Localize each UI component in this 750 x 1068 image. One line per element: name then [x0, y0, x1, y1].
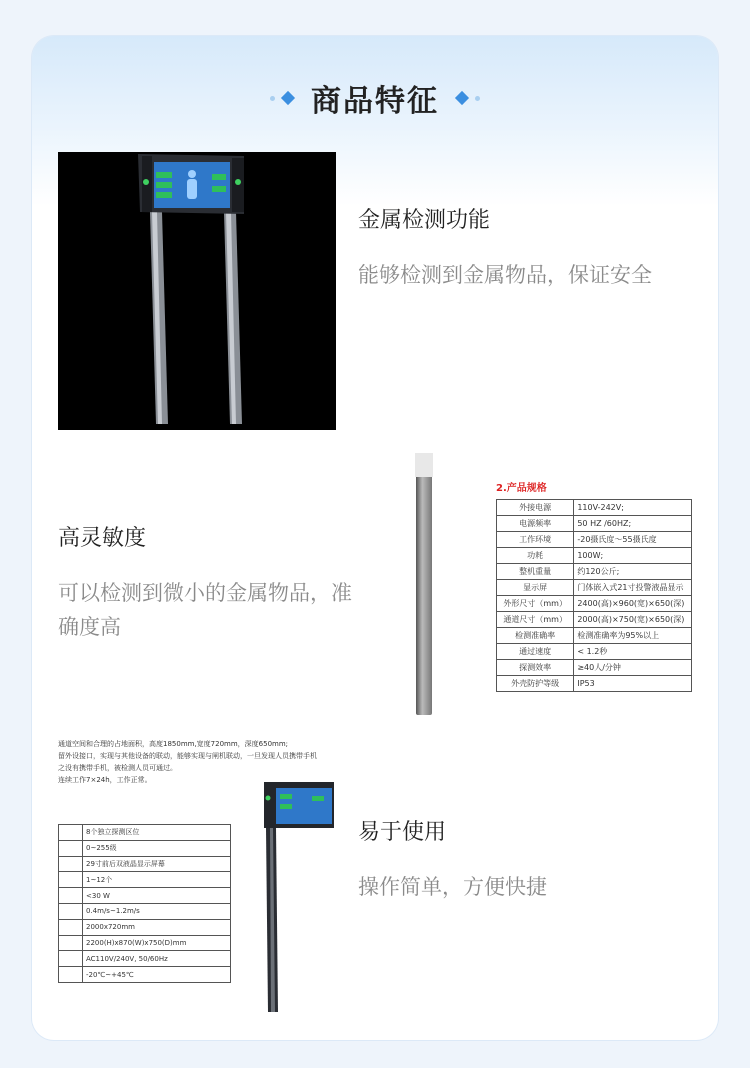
gate-pillar [416, 453, 432, 715]
spec-key: 检测准确率 [497, 628, 574, 644]
spec-row [497, 516, 692, 532]
spec-value: 2400(高)×960(宽)×650(深) [574, 596, 692, 612]
spec-table [496, 499, 692, 692]
spec-key: 工作环境 [497, 532, 574, 548]
spec-value: 1~12个 [83, 872, 231, 888]
spec-row [59, 840, 231, 856]
spec-value: 29寸前后双液晶显示屏幕 [83, 856, 231, 872]
spec-key [59, 919, 83, 935]
spec-key: 通过速度 [497, 644, 574, 660]
spec-key [59, 967, 83, 983]
spec-key: 外壳防护等级 [497, 676, 574, 692]
spec-key: 探测效率 [497, 660, 574, 676]
spec-row [497, 676, 692, 692]
spec-key: 电源频率 [497, 516, 574, 532]
spec-row [497, 532, 692, 548]
spec-row [497, 660, 692, 676]
spec-row [59, 856, 231, 872]
spec-value: IP53 [574, 676, 692, 692]
spec-value: <30 W [83, 888, 231, 904]
feature-title: 金属检测功能 [358, 208, 491, 233]
note-line: 通道空间和合理的占地面积，高度1850mm,宽度720mm，深度650mm; [58, 740, 289, 748]
spec-key: 通道尺寸（mm） [497, 612, 574, 628]
spec-value: -20摄氏度～55摄氏度 [574, 532, 692, 548]
spec-table-2 [58, 824, 231, 983]
section-header [32, 76, 718, 120]
spec-key: 外接电源 [497, 500, 574, 516]
spec-value: -20℃~+45℃ [83, 967, 231, 983]
spec-key: 功耗 [497, 548, 574, 564]
spec-row [497, 548, 692, 564]
spec-key [59, 935, 83, 951]
spec-value: 110V-242V; [574, 500, 692, 516]
feature-high-sensitivity [58, 524, 368, 644]
right-decoration [453, 93, 484, 103]
spec-key: 整机重量 [497, 564, 574, 580]
spec-value: ≥40人/分钟 [574, 660, 692, 676]
feature-easy-to-use [358, 818, 678, 904]
spec-value: 100W; [574, 548, 692, 564]
spec-row [59, 872, 231, 888]
spec-row [497, 500, 692, 516]
spec-row [59, 903, 231, 919]
spec-title: 2.产品规格 [496, 483, 547, 494]
spec-row [497, 580, 692, 596]
spec-key [59, 840, 83, 856]
spec-value: 0.4m/s~1.2m/s [83, 903, 231, 919]
spec-sheet-image [58, 738, 336, 1016]
feature-description: 能够检测到金属物品，保证安全 [358, 263, 652, 287]
spec-row [497, 628, 692, 644]
spec-row [497, 612, 692, 628]
section-title: 商品特征 [311, 84, 439, 119]
spec-key [59, 903, 83, 919]
left-decoration [266, 93, 297, 103]
note-line: 留外设接口，实现与其他设备的联动，能够实现与闸机联动，一旦发现人员携带手机 [58, 752, 317, 760]
spec-key [59, 825, 83, 841]
feature-metal-detection [358, 206, 678, 292]
spec-value: 0~255级 [83, 840, 231, 856]
spec-key [59, 888, 83, 904]
spec-row [59, 935, 231, 951]
spec-table-image [414, 445, 692, 723]
spec-value: 8个独立探测区位 [83, 825, 231, 841]
feature-title: 高灵敏度 [58, 526, 147, 551]
spec-value: AC110V/240V, 50/60Hz [83, 951, 231, 967]
spec-value: 门体嵌入式21寸投警液晶显示 [574, 580, 692, 596]
spec-row [59, 951, 231, 967]
spec-value: 2200(H)x870(W)x750(D)mm [83, 935, 231, 951]
spec-value: 2000(高)×750(宽)×650(深) [574, 612, 692, 628]
feature-title: 易于使用 [358, 820, 447, 845]
spec-key [59, 951, 83, 967]
spec-value: 约120公斤; [574, 564, 692, 580]
spec-key: 外形尺寸（mm） [497, 596, 574, 612]
spec-row [497, 564, 692, 580]
spec-row [59, 919, 231, 935]
spec-value: < 1.2秒 [574, 644, 692, 660]
metal-detector-gate-image [58, 152, 336, 430]
note-line: 连续工作7×24h，工作正常。 [58, 776, 152, 784]
spec-row [59, 967, 231, 983]
spec-row [497, 644, 692, 660]
feature-description: 可以检测到微小的金属物品，准确度高 [58, 581, 352, 639]
spec-key [59, 872, 83, 888]
spec-row [59, 888, 231, 904]
spec-key [59, 856, 83, 872]
spec-key: 显示屏 [497, 580, 574, 596]
spec-value: 2000x720mm [83, 919, 231, 935]
spec-value: 检测准确率为95%以上 [574, 628, 692, 644]
spec-value: 50 HZ /60HZ; [574, 516, 692, 532]
spec-row [59, 825, 231, 841]
feature-description: 操作简单，方便快捷 [358, 875, 547, 899]
spec-row [497, 596, 692, 612]
note-line: 之没有携带手机，被检测人员可通过。 [58, 764, 177, 772]
